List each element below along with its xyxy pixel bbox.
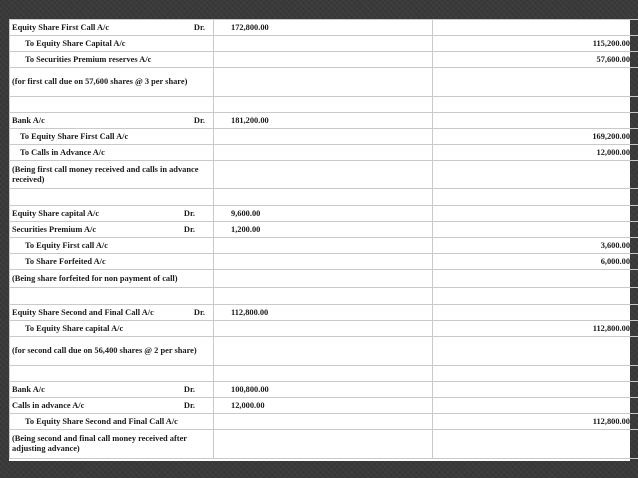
narration-text: (Being share forfeited for non payment of call)	[10, 270, 214, 288]
account-cell	[10, 206, 214, 222]
empty-cell	[433, 189, 638, 206]
account-description	[12, 401, 211, 411]
empty-cell	[214, 189, 433, 206]
credit-amount	[433, 113, 638, 129]
empty-cell	[433, 68, 638, 97]
journal-line	[10, 52, 638, 68]
journal-line	[10, 414, 638, 430]
account-description	[12, 308, 211, 318]
spacer-row	[10, 288, 638, 305]
debit-amount: 181,200.00	[214, 113, 433, 129]
credit-amount: 12,000.00	[433, 145, 638, 161]
account-description	[12, 148, 211, 158]
debit-amount: 112,800.00	[214, 305, 433, 321]
account-name: Securities Premium A/c	[12, 224, 97, 234]
account-cell	[10, 305, 214, 321]
credit-amount	[433, 305, 638, 321]
debit-amount	[214, 52, 433, 68]
debit-marker: Dr.	[183, 384, 195, 394]
spacer-row	[10, 366, 638, 382]
narration-row	[10, 68, 638, 97]
account-description	[12, 324, 211, 334]
narration-row	[10, 161, 638, 189]
credit-amount: 6,000.00	[433, 254, 638, 270]
debit-marker: Dr.	[183, 400, 195, 410]
account-cell	[10, 20, 214, 36]
account-name: To Equity Share capital A/c	[25, 323, 124, 333]
account-cell	[10, 129, 214, 145]
empty-cell	[10, 288, 214, 305]
debit-amount: 100,800.00	[214, 382, 433, 398]
empty-cell	[10, 97, 214, 113]
journal-line	[10, 382, 638, 398]
narration-row	[10, 270, 638, 288]
empty-cell	[10, 189, 214, 206]
account-description	[12, 257, 211, 267]
journal-line	[10, 36, 638, 52]
account-cell	[10, 321, 214, 337]
account-description	[12, 241, 211, 251]
account-cell	[10, 398, 214, 414]
account-name: To Securities Premium reserves A/c	[25, 54, 152, 64]
account-cell	[10, 52, 214, 68]
account-cell	[10, 254, 214, 270]
narration-row	[10, 337, 638, 366]
empty-cell	[433, 270, 638, 288]
empty-cell	[433, 366, 638, 382]
empty-cell	[433, 161, 638, 189]
account-name: To Share Forfeited A/c	[25, 256, 106, 266]
debit-amount	[214, 129, 433, 145]
spacer-row	[10, 97, 638, 113]
empty-cell	[433, 337, 638, 366]
debit-amount: 172,800.00	[214, 20, 433, 36]
credit-amount	[433, 398, 638, 414]
journal-table	[9, 19, 638, 459]
journal-line	[10, 238, 638, 254]
journal-line	[10, 305, 638, 321]
spacer-row	[10, 189, 638, 206]
journal-sheet	[9, 19, 630, 461]
narration-row	[10, 430, 638, 459]
account-name: Equity Share capital A/c	[12, 208, 100, 218]
journal-line	[10, 129, 638, 145]
account-description	[12, 385, 211, 395]
account-description	[12, 39, 211, 49]
empty-cell	[10, 366, 214, 382]
empty-cell	[433, 97, 638, 113]
credit-amount: 115,200.00	[433, 36, 638, 52]
account-description	[12, 132, 211, 142]
debit-amount: 1,200.00	[214, 222, 433, 238]
account-cell	[10, 145, 214, 161]
debit-marker: Dr.	[193, 22, 205, 32]
account-name: To Equity Share Capital A/c	[25, 38, 126, 48]
journal-line	[10, 222, 638, 238]
account-cell	[10, 238, 214, 254]
empty-cell	[214, 366, 433, 382]
debit-amount	[214, 321, 433, 337]
journal-line	[10, 254, 638, 270]
account-description	[12, 225, 211, 235]
empty-cell	[214, 97, 433, 113]
credit-amount	[433, 206, 638, 222]
credit-amount	[433, 382, 638, 398]
credit-amount: 57,600.00	[433, 52, 638, 68]
empty-cell	[214, 161, 433, 189]
account-cell	[10, 113, 214, 129]
empty-cell	[214, 430, 433, 459]
account-description	[12, 417, 211, 427]
account-description	[12, 209, 211, 219]
account-description	[12, 55, 211, 65]
debit-amount: 12,000.00	[214, 398, 433, 414]
journal-line	[10, 113, 638, 129]
empty-cell	[214, 68, 433, 97]
account-name: To Equity Share Second and Final Call A/c	[25, 416, 178, 426]
debit-amount: 9,600.00	[214, 206, 433, 222]
credit-amount: 169,200.00	[433, 129, 638, 145]
debit-marker: Dr.	[193, 307, 205, 317]
journal-body	[10, 20, 638, 459]
debit-marker: Dr.	[183, 224, 195, 234]
account-name: Bank A/c	[12, 115, 45, 125]
debit-amount	[214, 238, 433, 254]
credit-amount	[433, 20, 638, 36]
account-name: Equity Share First Call A/c	[12, 22, 110, 32]
empty-cell	[433, 288, 638, 305]
narration-text: (Being second and final call money received after adjusting advance)	[10, 430, 214, 459]
account-cell	[10, 414, 214, 430]
journal-line	[10, 321, 638, 337]
account-name: To Equity Share First Call A/c	[20, 131, 129, 141]
empty-cell	[214, 337, 433, 366]
account-name: Bank A/c	[12, 384, 45, 394]
empty-cell	[214, 270, 433, 288]
credit-amount: 3,600.00	[433, 238, 638, 254]
debit-amount	[214, 414, 433, 430]
journal-line	[10, 398, 638, 414]
account-name: To Equity First call A/c	[25, 240, 108, 250]
account-cell	[10, 222, 214, 238]
narration-text: (Being first call money received and calls in advance received)	[10, 161, 214, 189]
credit-amount: 112,800.00	[433, 414, 638, 430]
account-name: Equity Share Second and Final Call A/c	[12, 307, 154, 317]
narration-text: (for first call due on 57,600 shares @ 3 per share)	[10, 68, 214, 97]
narration-text: (for second call due on 56,400 shares @ 2 per share)	[10, 337, 214, 366]
account-description	[12, 116, 211, 126]
journal-line	[10, 20, 638, 36]
debit-marker: Dr.	[183, 208, 195, 218]
debit-amount	[214, 254, 433, 270]
debit-amount	[214, 145, 433, 161]
account-description	[12, 23, 211, 33]
empty-cell	[433, 430, 638, 459]
journal-line	[10, 206, 638, 222]
account-cell	[10, 382, 214, 398]
debit-marker: Dr.	[193, 115, 205, 125]
account-name: To Calls in Advance A/c	[20, 147, 105, 157]
credit-amount: 112,800.00	[433, 321, 638, 337]
empty-cell	[214, 288, 433, 305]
debit-amount	[214, 36, 433, 52]
account-cell	[10, 36, 214, 52]
credit-amount	[433, 222, 638, 238]
account-name: Calls in advance A/c	[12, 400, 85, 410]
journal-line	[10, 145, 638, 161]
